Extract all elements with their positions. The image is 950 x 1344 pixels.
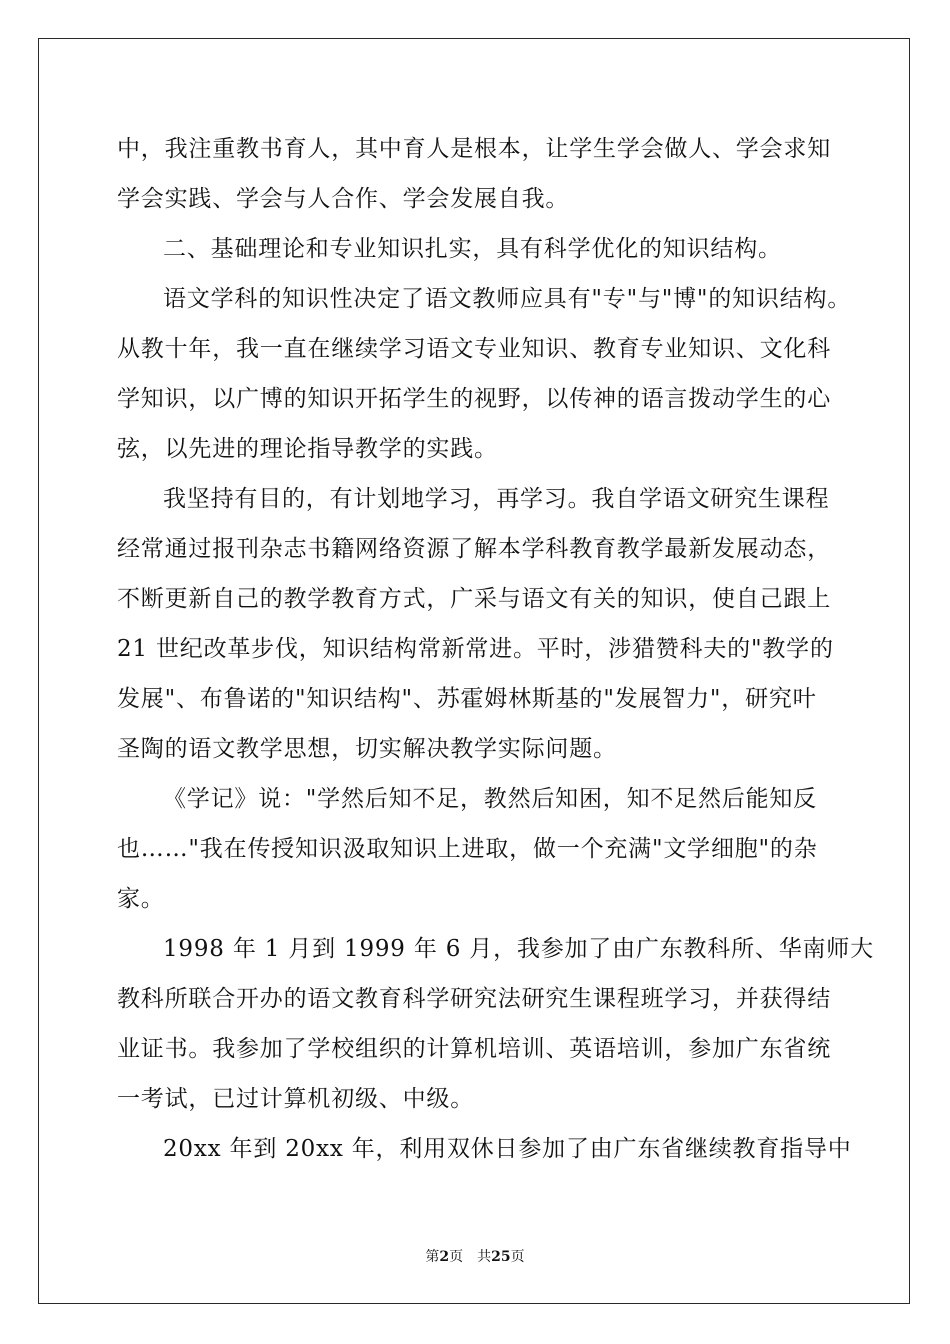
text-line: 弦，以先进的理论指导教学的实践。 xyxy=(117,436,498,462)
text-line: 一考试，已过计算机初级、中级。 xyxy=(117,1086,474,1112)
text-line: 业证书。我参加了学校组织的计算机培训、英语培训，参加广东省统 xyxy=(117,1036,831,1062)
text-line: 教科所联合开办的语文教育科学研究法研究生课程班学习，并获得结 xyxy=(117,986,831,1012)
text-line: 学知识，以广博的知识开拓学生的视野，以传神的语言拨动学生的心 xyxy=(117,386,831,412)
text-line: 经常通过报刊杂志书籍网络资源了解本学科教育教学最新发展动态， xyxy=(117,536,831,562)
text-line: 从教十年，我一直在继续学习语文专业知识、教育专业知识、文化科 xyxy=(117,336,831,362)
text-line: 《学记》说："学然后知不足，教然后知困，知不足然后能知反 xyxy=(163,786,817,812)
footer-page-unit: 页 xyxy=(449,1249,464,1265)
text-line: 也……"我在传授知识汲取知识上进取，做一个充满"文学细胞"的杂 xyxy=(117,836,818,862)
text-line: 我坚持有目的，有计划地学习，再学习。我自学语文研究生课程 xyxy=(163,486,830,512)
text-line: 圣陶的语文教学思想，切实解决教学实际问题。 xyxy=(117,736,617,762)
text-line: 发展"、布鲁诺的"知识结构"、苏霍姆林斯基的"发展智力"，研究叶 xyxy=(117,686,817,712)
text-line: 1998 年 1 月到 1999 年 6 月，我参加了由广东教科所、华南师大 xyxy=(163,936,874,962)
text-line: 21 世纪改革步伐，知识结构常新常进。平时，涉猎赞科夫的"教学的 xyxy=(117,636,834,662)
text-line: 语文学科的知识性决定了语文教师应具有"专"与"博"的知识结构。 xyxy=(163,286,852,312)
footer-prefix: 第 xyxy=(425,1249,440,1265)
footer-total-unit: 页 xyxy=(510,1249,525,1265)
document-body xyxy=(117,124,874,1174)
text-line: 学会实践、学会与人合作、学会发展自我。 xyxy=(117,186,570,212)
text-line: 家。 xyxy=(117,886,165,912)
text-line: 中，我注重教书育人，其中育人是根本，让学生学会做人、学会求知 xyxy=(117,136,831,162)
footer-total-prefix: 共 xyxy=(477,1249,492,1265)
text-line: 不断更新自己的教学教育方式，广采与语文有关的知识，使自己跟上 xyxy=(117,586,831,612)
total-page-count: 25 xyxy=(491,1249,511,1265)
page-footer xyxy=(0,1246,950,1266)
text-line: 二、基础理论和专业知识扎实，具有科学优化的知识结构。 xyxy=(163,236,782,262)
text-line: 20xx 年到 20xx 年，利用双休日参加了由广东省继续教育指导中 xyxy=(163,1136,852,1162)
current-page-number: 2 xyxy=(439,1249,450,1265)
